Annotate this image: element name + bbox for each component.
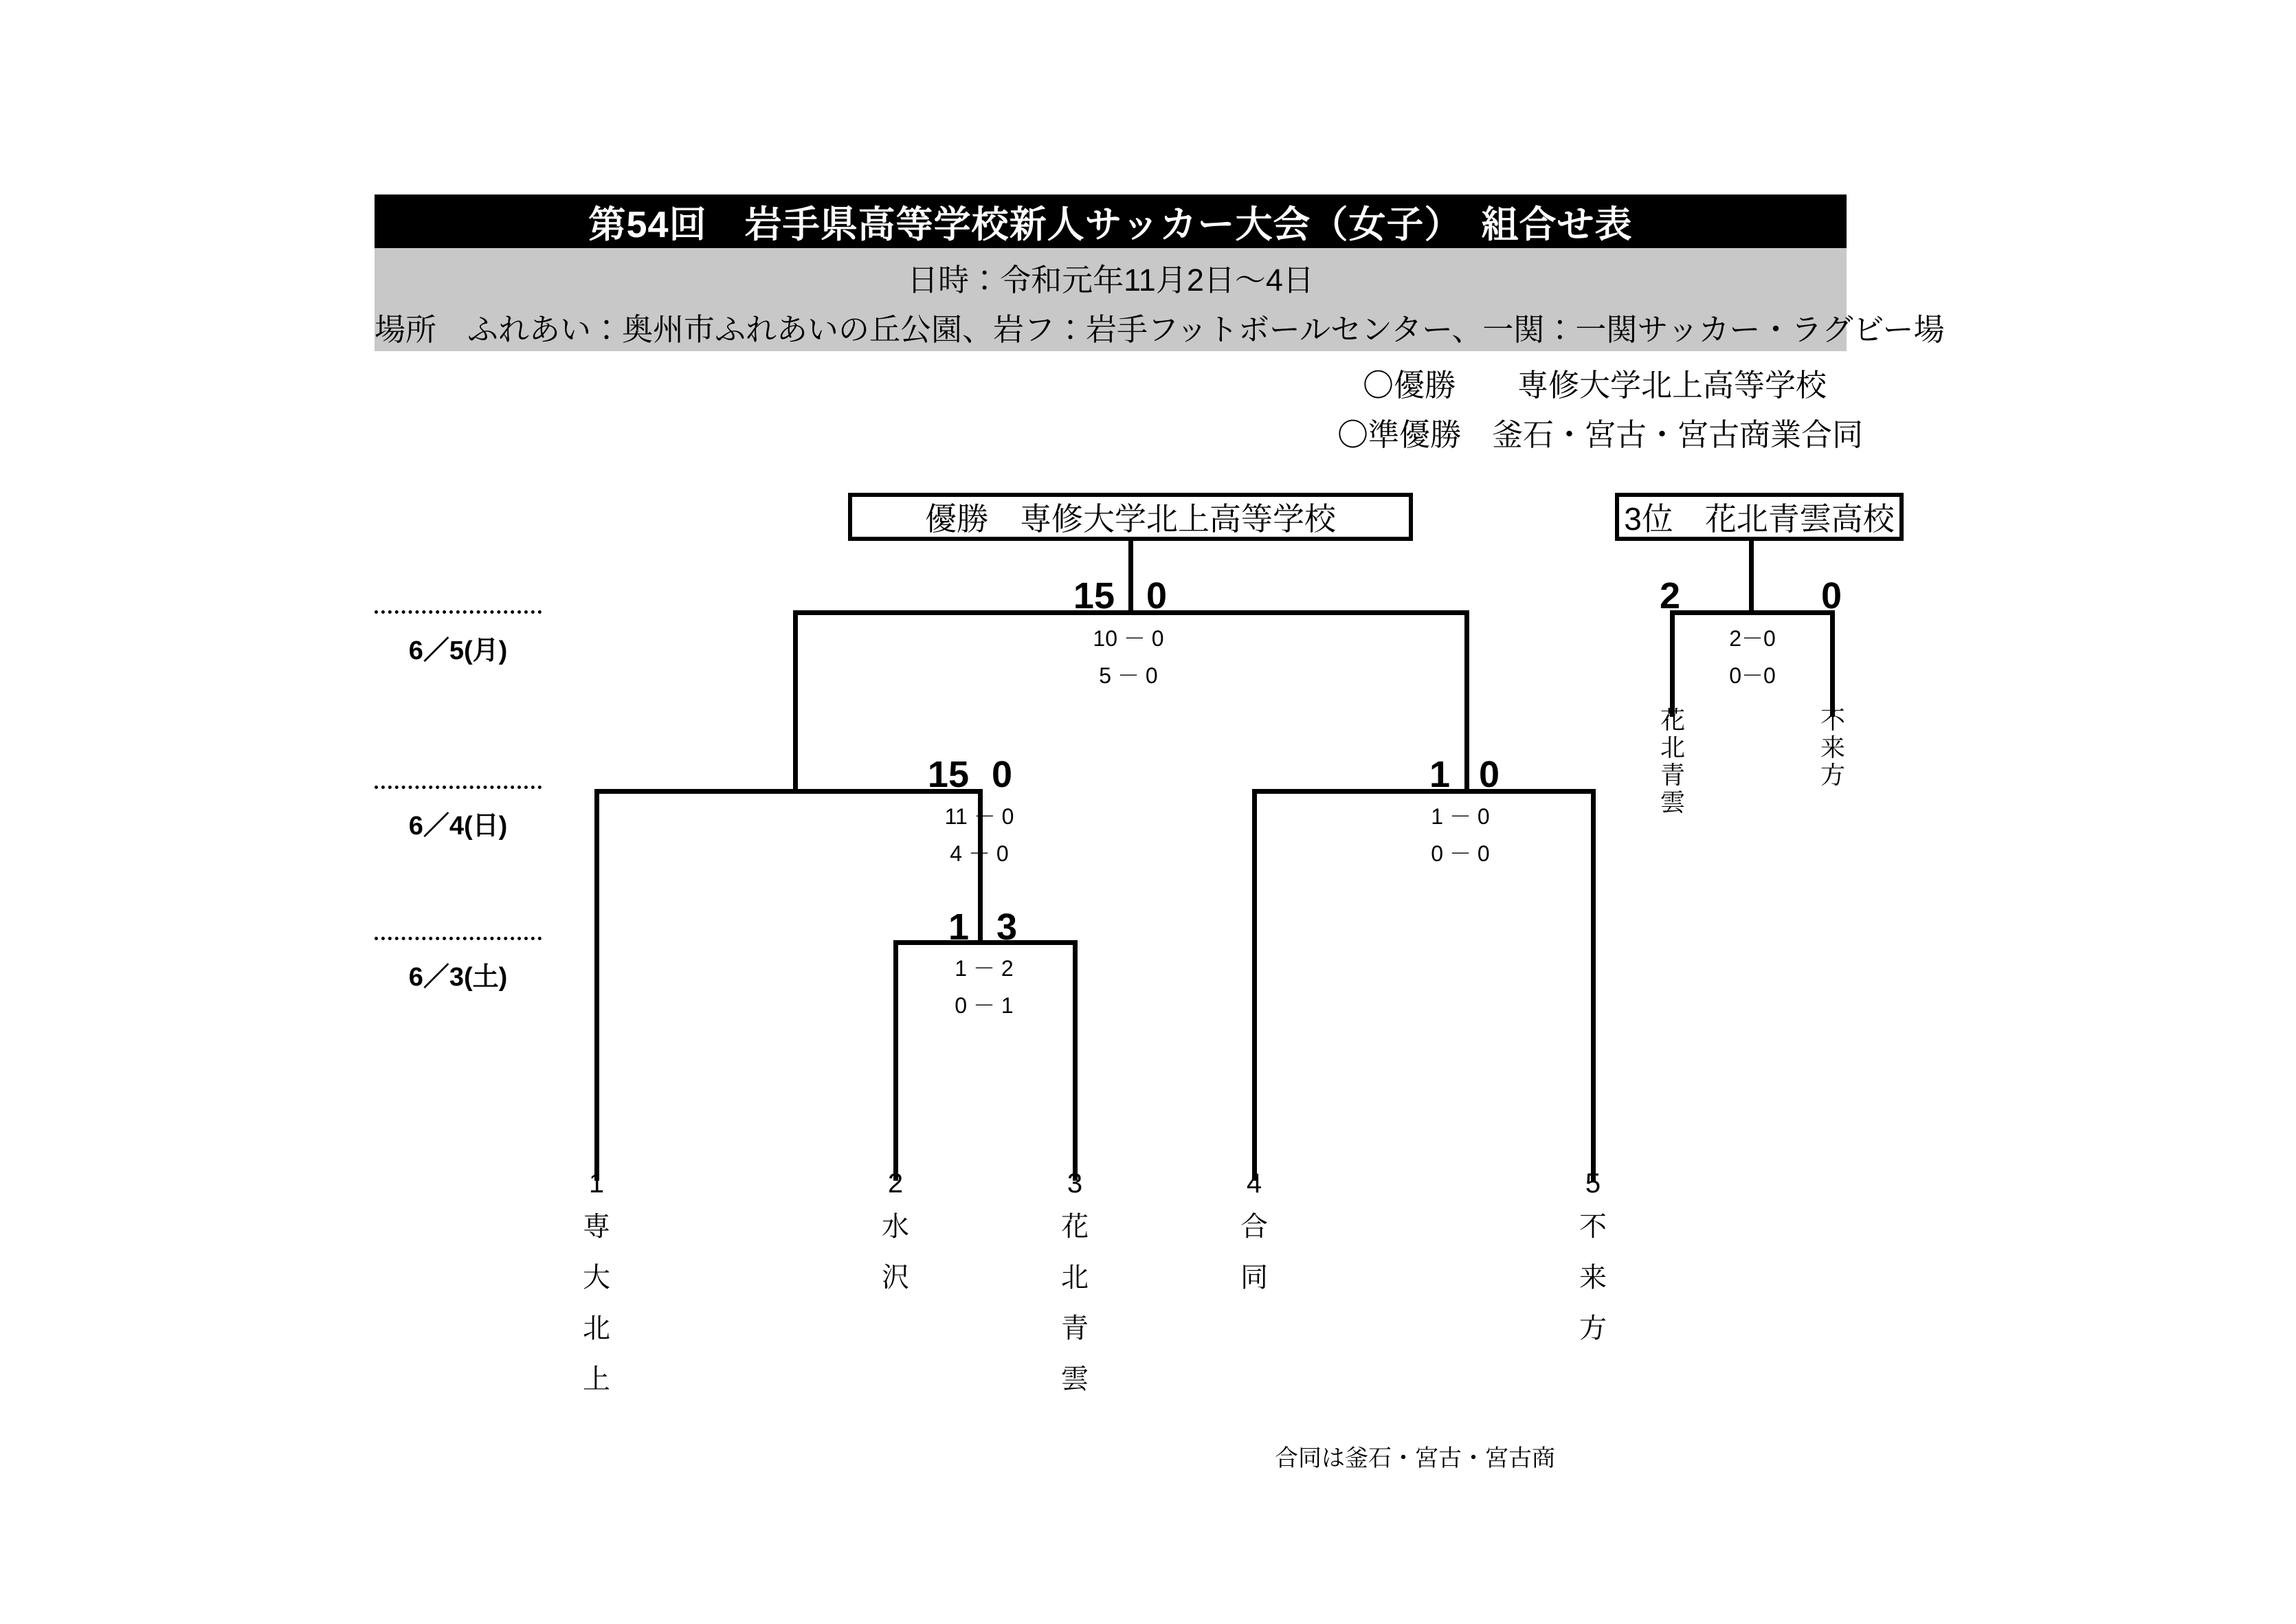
quarterfinal-left-score: 1 — [948, 906, 969, 948]
final-left-score: 15 — [1073, 575, 1115, 616]
award-runnerup-line: 〇準優勝 釜石・宮古・宮古商業合同 — [1337, 417, 1864, 452]
semifinal-left-second-half-score: 4 － 0 — [950, 841, 1009, 866]
third-place-team-right: 不来方 — [1820, 706, 1845, 789]
seed-number-4: 4 — [1246, 1168, 1262, 1199]
third-place-team-left: 花北青雲 — [1660, 706, 1685, 816]
champion-result-box: 優勝 専修大学北上高等学校 — [848, 493, 1413, 541]
third-place-right-score: 0 — [1821, 575, 1842, 616]
header-info-panel — [375, 248, 1945, 351]
semifinal-left-first-half-score: 11 － 0 — [944, 804, 1014, 829]
semifinal-right-leg-team5 — [1591, 789, 1596, 1181]
semifinal-left-left-score: 15 — [927, 754, 969, 795]
quarterfinal-leg-team2 — [893, 940, 898, 1181]
date-label-day2: 6／4(日) — [408, 812, 508, 841]
page-title: 第54回 岩手県高等学校新人サッカー大会（女子） 組合せ表 — [375, 194, 1847, 248]
seed-number-5: 5 — [1585, 1168, 1601, 1199]
final-crossbar — [793, 610, 1469, 615]
final-first-half-score: 10 － 0 — [1093, 626, 1164, 651]
team-name-1: 専大北上 — [583, 1212, 610, 1394]
third-place-first-half-score: 2－0 — [1729, 626, 1776, 651]
quarterfinal-second-half-score: 0 － 1 — [955, 993, 1014, 1018]
final-second-half-score: 5 － 0 — [1099, 663, 1158, 688]
semifinal-right-right-score: 0 — [1479, 754, 1500, 795]
team-name-4: 合同 — [1240, 1212, 1268, 1293]
final-right-leg — [1464, 610, 1469, 789]
third-place-second-half-score: 0－0 — [1729, 663, 1776, 688]
team-name-5: 不来方 — [1579, 1212, 1607, 1344]
quarterfinal-leg-team3 — [1073, 940, 1078, 1181]
date-separator-rule — [375, 786, 542, 789]
semifinal-right-first-half-score: 1 － 0 — [1431, 804, 1490, 829]
final-stem-line — [1128, 541, 1133, 612]
final-right-score: 0 — [1146, 575, 1168, 616]
quarterfinal-right-score: 3 — [996, 906, 1018, 948]
third-place-stem-line — [1749, 541, 1754, 612]
seed-number-2: 2 — [887, 1168, 904, 1199]
date-separator-rule — [375, 937, 542, 940]
footnote-text: 合同は釜石・宮古・宮古商 — [1275, 1445, 1555, 1471]
third-place-crossbar — [1670, 610, 1835, 615]
event-date-line: 日時：令和元年11月2日〜4日 — [907, 263, 1314, 298]
team-name-2: 水沢 — [882, 1212, 909, 1293]
third-place-result-box: 3位 花北青雲高校 — [1615, 493, 1904, 541]
semifinal-right-leg-team4 — [1252, 789, 1257, 1181]
event-venue-line: 場所 ふれあい：奥州市ふれあいの丘公園、岩フ：岩手フットボールセンター、一関：一関サッカー・ラグビー場 — [375, 312, 1945, 347]
quarterfinal-first-half-score: 1 － 2 — [955, 956, 1014, 981]
team-name-3: 花北青雲 — [1061, 1212, 1089, 1394]
date-label-day1: 6／3(土) — [408, 963, 508, 992]
seed-number-3: 3 — [1067, 1168, 1083, 1199]
semifinal-right-left-score: 1 — [1429, 754, 1450, 795]
semifinal-left-leg-team1 — [594, 789, 599, 1181]
date-separator-rule — [375, 610, 542, 614]
date-label-day3: 6／5(月) — [408, 636, 508, 665]
semifinal-right-second-half-score: 0 － 0 — [1431, 841, 1490, 866]
third-place-left-score: 2 — [1659, 575, 1680, 616]
seed-number-1: 1 — [588, 1168, 605, 1199]
final-left-leg — [793, 610, 798, 789]
semifinal-left-right-score: 0 — [992, 754, 1013, 795]
award-champion-line: 〇優勝 専修大学北上高等学校 — [1363, 368, 1827, 403]
